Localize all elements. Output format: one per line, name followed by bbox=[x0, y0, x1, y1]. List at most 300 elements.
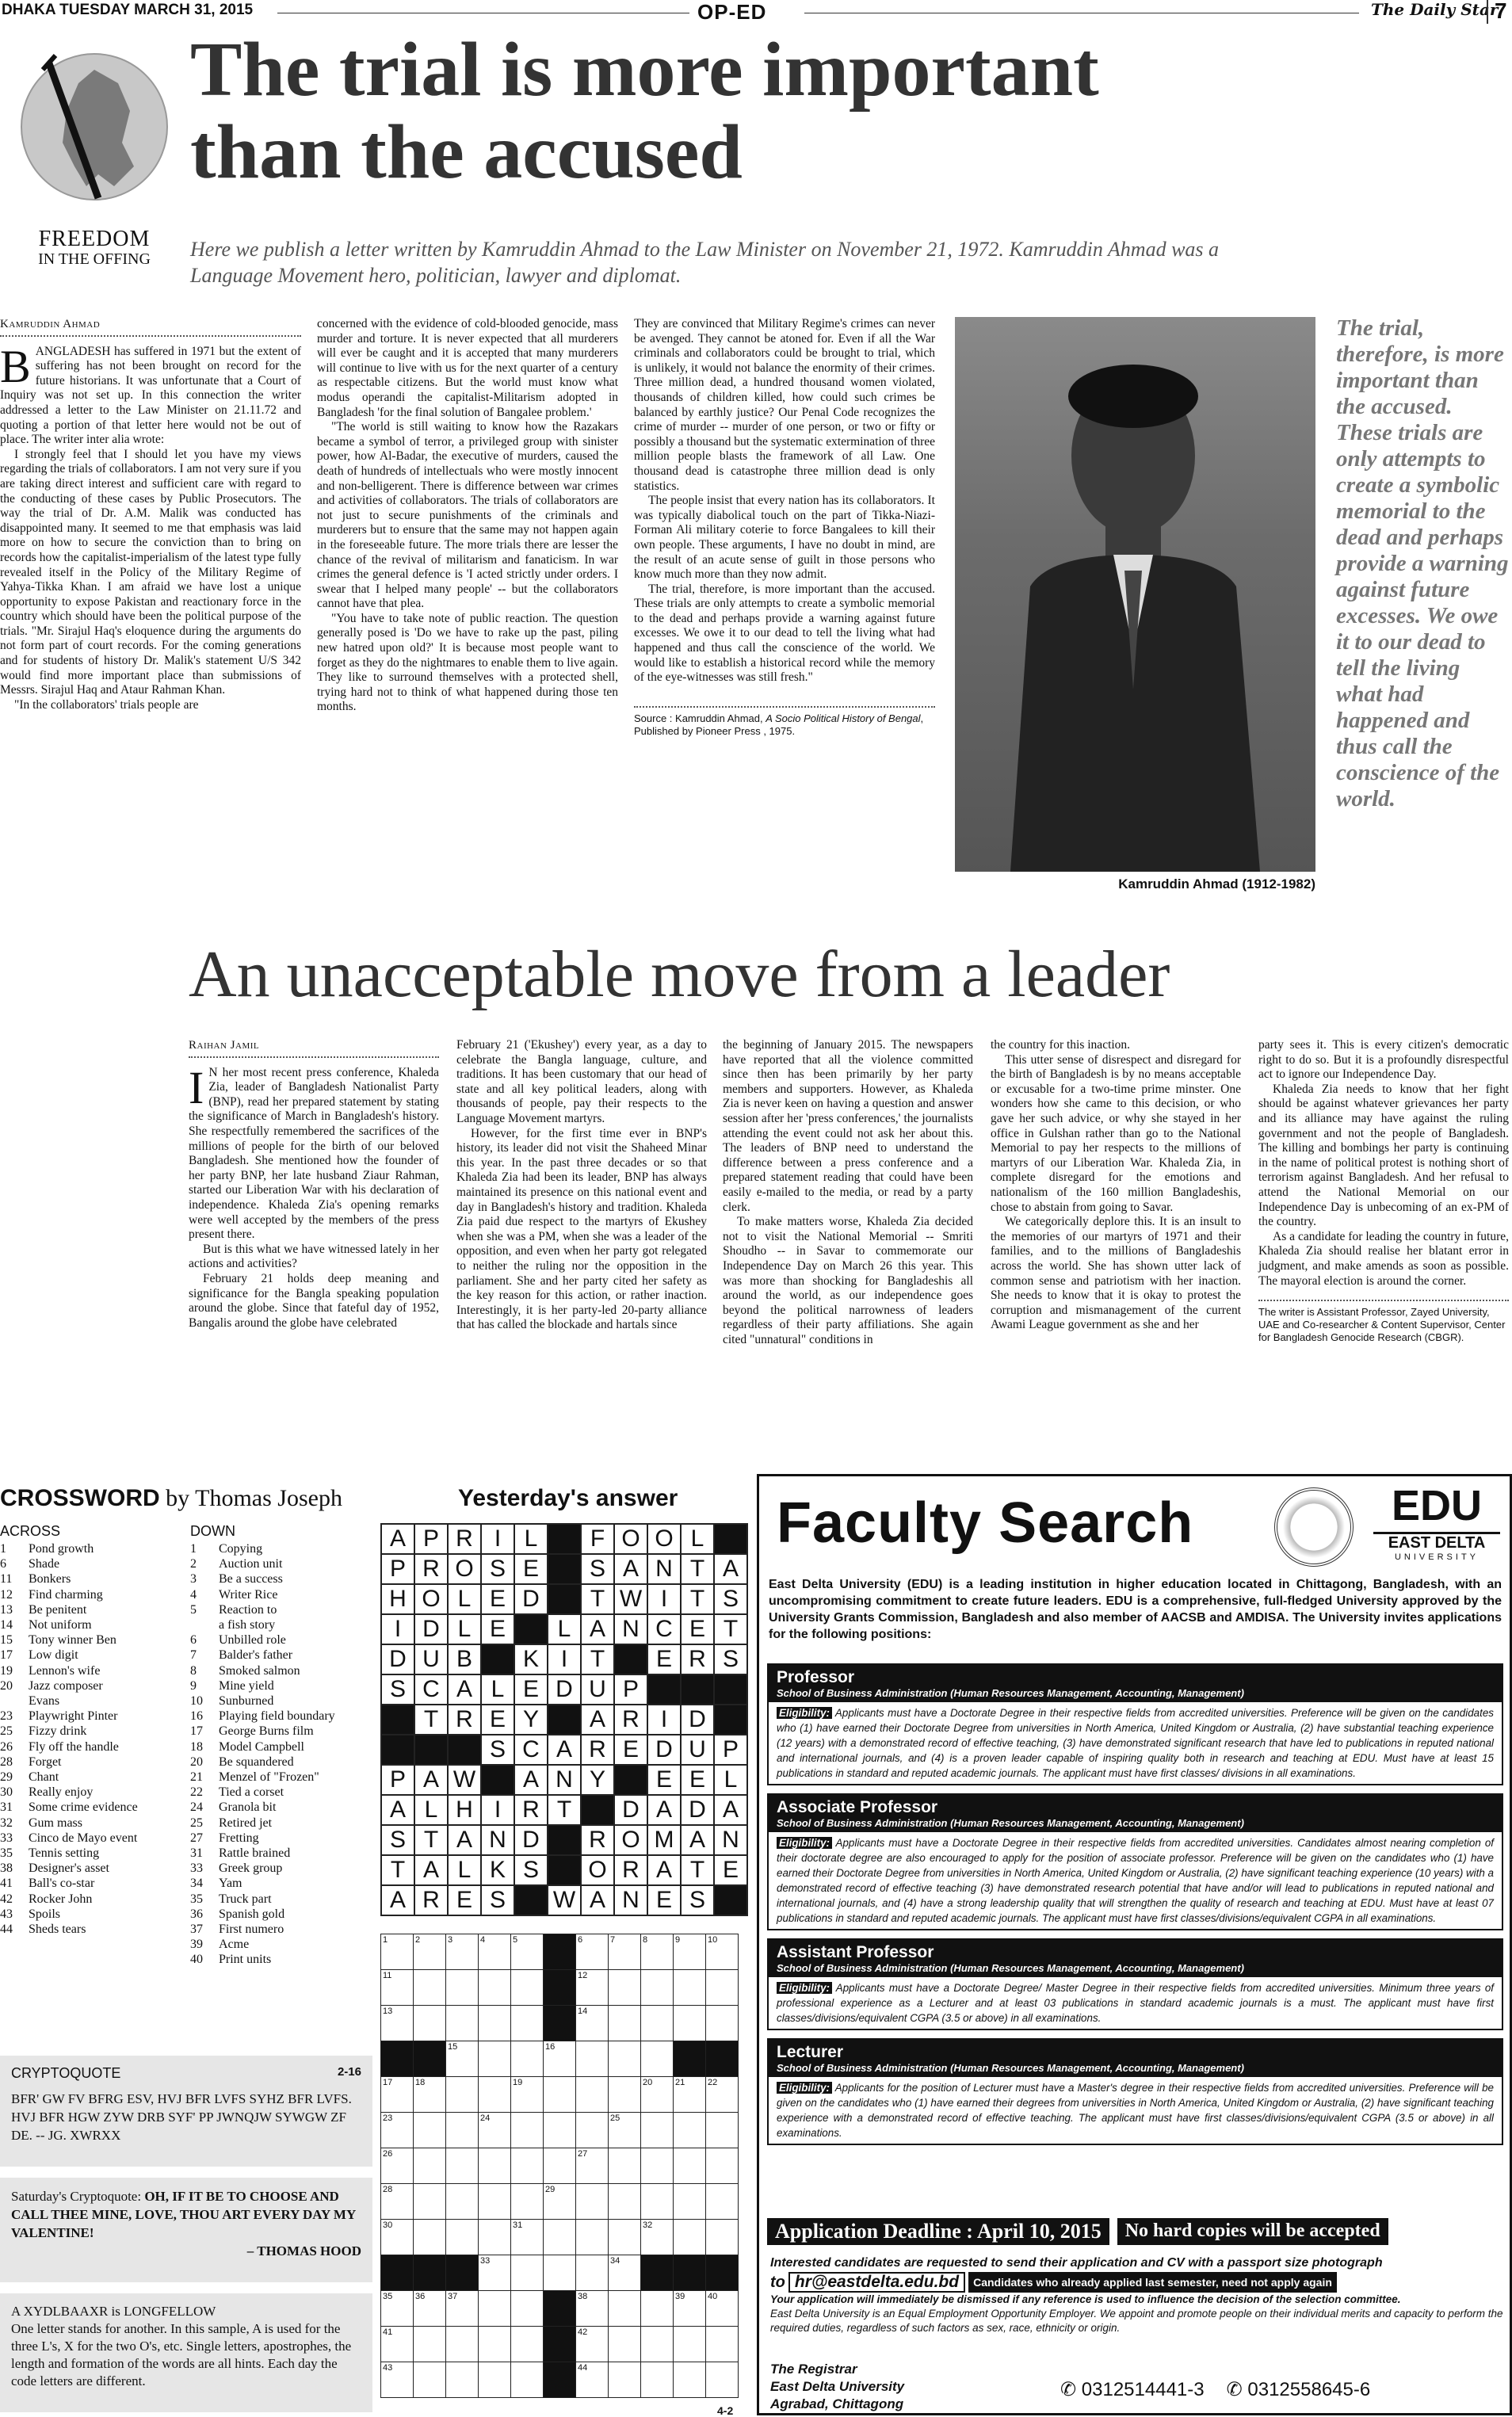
crossword-cell[interactable]: 26 bbox=[381, 2148, 414, 2184]
crossword-cell[interactable] bbox=[576, 2113, 609, 2148]
article2-paragraph: February 21 ('Ekushey') every year, as a day to celebrate the Bangla language, culture, and traditions. It has been customary that our head of state and all key political leaders, along with thousands of people, pay their respects to the Language Movement martyrs. bbox=[456, 1038, 707, 1125]
crossword-cell[interactable] bbox=[544, 2077, 576, 2113]
crossword-cell[interactable] bbox=[641, 2327, 674, 2362]
clue-number: 33 bbox=[190, 1861, 203, 1876]
email-link[interactable]: hr@eastdelta.edu.bd bbox=[788, 2272, 965, 2293]
answer-cell: D bbox=[681, 1705, 714, 1735]
cryptoquote-header bbox=[11, 2065, 361, 2082]
clue-number: 13 bbox=[0, 1602, 13, 1617]
saturday-cryptoquote bbox=[0, 2178, 372, 2282]
crossword-cell[interactable]: 33 bbox=[479, 2255, 511, 2291]
article2-paragraph: To make matters worse, Khaleda Zia decided not to visit the National Memorial -- Smriti Shoudho -- in Savar to commemorate our Independence Day on March 26 this year. This was more than shocking for Bangladeshis all around the world, as our independence goes beyond the political narrowness of leaders regardless of their party affiliations. She again cited "unnatural" conditions in bbox=[723, 1215, 973, 1346]
person-silhouette-icon bbox=[955, 317, 1315, 872]
clue-item bbox=[190, 1663, 376, 1678]
answer-cell: D bbox=[514, 1825, 548, 1855]
crossword-cell[interactable] bbox=[576, 2255, 609, 2291]
crossword-cell[interactable] bbox=[641, 2148, 674, 2184]
answer-cell: O bbox=[414, 1584, 448, 1614]
crossword-cell[interactable] bbox=[609, 2184, 641, 2220]
article2-dropcap: I bbox=[189, 1061, 204, 1113]
answer-cell: Y bbox=[581, 1765, 614, 1795]
crossword-cell[interactable] bbox=[706, 2113, 739, 2148]
eligibility-label: Eligibility: bbox=[777, 2082, 832, 2094]
answer-cell bbox=[614, 1644, 647, 1674]
article2-paragraph: This utter sense of disrespect and disregard for the birth of Bangladesh is by no means acceptable or excusable for a two-time prime minster. One wonders how she came to this decision, or who gave her such advice, or why she stayed in her office in Gulshan rather than go to the National Memorial to pay her respects to the millions of martyrs of our Liberation War. Khaleda Zia, in complete disregard for the emotions and nationalism of the 160 million Bangladeshis, chose to abstain from going to Savar. bbox=[991, 1052, 1241, 1214]
clue-number: 16 bbox=[190, 1709, 203, 1724]
eligibility-label: Eligibility: bbox=[777, 1707, 832, 1719]
crossword-cell[interactable]: 23 bbox=[381, 2113, 414, 2148]
crossword-cell[interactable] bbox=[609, 2148, 641, 2184]
clue-item bbox=[190, 1617, 376, 1632]
clue-item bbox=[190, 1861, 376, 1876]
crossword-cell[interactable] bbox=[706, 2362, 739, 2398]
crossword-cell[interactable]: 10 bbox=[706, 1934, 739, 1970]
crossword-cell[interactable] bbox=[609, 2362, 641, 2398]
clue-text: First numero bbox=[219, 1923, 284, 1937]
grid-row bbox=[381, 1614, 747, 1644]
clue-item bbox=[0, 1571, 186, 1587]
crossword-cell[interactable] bbox=[414, 2362, 446, 2398]
crossword-cell[interactable] bbox=[414, 2148, 446, 2184]
crossword-cell[interactable] bbox=[479, 2362, 511, 2398]
crossword-cell[interactable]: 39 bbox=[674, 2291, 706, 2327]
grid-code: 4-2 bbox=[717, 2404, 734, 2417]
clue-item bbox=[190, 1907, 376, 1922]
crossword-cell[interactable]: 11 bbox=[381, 1970, 414, 2006]
crossword-cell[interactable] bbox=[609, 2327, 641, 2362]
crossword-cell[interactable] bbox=[414, 2113, 446, 2148]
answer-cell: D bbox=[681, 1795, 714, 1825]
position-school: School of Business Administration (Human Resources Management, Accounting, Management) bbox=[777, 1817, 1244, 1829]
crossword-cell bbox=[544, 1934, 576, 1970]
crossword-cell[interactable]: 43 bbox=[381, 2362, 414, 2398]
crossword-cell[interactable] bbox=[479, 2077, 511, 2113]
crossword-cell[interactable]: 37 bbox=[446, 2291, 479, 2327]
crossword-cell[interactable] bbox=[609, 2077, 641, 2113]
crossword-cell[interactable]: 24 bbox=[479, 2113, 511, 2148]
crossword-cell bbox=[381, 2041, 414, 2077]
article1-byline: Kamruddin Ahmad bbox=[0, 317, 301, 337]
answer-cell bbox=[548, 1705, 581, 1735]
clue-number: 1 bbox=[0, 1542, 6, 1556]
crossword-cell[interactable] bbox=[674, 2184, 706, 2220]
crossword-cell[interactable] bbox=[706, 2006, 739, 2041]
crossword-cell[interactable] bbox=[576, 2041, 609, 2077]
crossword-cell[interactable]: 30 bbox=[381, 2220, 414, 2255]
clue-item bbox=[190, 1571, 376, 1587]
crossword-cell[interactable] bbox=[511, 2006, 544, 2041]
phone-row bbox=[1060, 2378, 1370, 2401]
crossword-cell[interactable]: 3 bbox=[446, 1934, 479, 1970]
crossword-cell[interactable]: 17 bbox=[381, 2077, 414, 2113]
position-title: Assistant Professor bbox=[777, 1943, 934, 1961]
crossword-cell[interactable]: 5 bbox=[511, 1934, 544, 1970]
crossword-cell[interactable] bbox=[479, 1970, 511, 2006]
crossword-cell[interactable]: 22 bbox=[706, 2077, 739, 2113]
crossword-cell[interactable] bbox=[511, 2327, 544, 2362]
answer-grid bbox=[380, 1523, 748, 1916]
clue-text: Tony winner Ben bbox=[29, 1633, 116, 1648]
crossword-cell[interactable]: 29 bbox=[544, 2184, 576, 2220]
answer-cell: S bbox=[714, 1584, 747, 1614]
clue-item bbox=[190, 1739, 376, 1755]
clue-item bbox=[190, 1648, 376, 1663]
phone-2[interactable] bbox=[1227, 2378, 1371, 2401]
answer-cell: O bbox=[614, 1524, 647, 1554]
clue-text: Sunburned bbox=[219, 1694, 274, 1709]
answer-cell: A bbox=[614, 1554, 647, 1584]
clue-text: Acme bbox=[219, 1938, 250, 1952]
crossword-cell[interactable] bbox=[479, 2327, 511, 2362]
crossword-cell bbox=[544, 1970, 576, 2006]
crossword-cell[interactable]: 18 bbox=[414, 2077, 446, 2113]
crossword-cell[interactable] bbox=[511, 2184, 544, 2220]
crossword-cell[interactable]: 21 bbox=[674, 2077, 706, 2113]
answer-cell: L bbox=[448, 1584, 481, 1614]
answer-cell bbox=[514, 1614, 548, 1644]
crossword-cell bbox=[674, 2255, 706, 2291]
answer-cell: E bbox=[681, 1765, 714, 1795]
crossword-cell[interactable] bbox=[576, 2184, 609, 2220]
clue-text: Be penitent bbox=[29, 1602, 87, 1617]
crossword-cell[interactable]: 32 bbox=[641, 2220, 674, 2255]
article1-paragraph: They are convinced that Military Regime's crimes can never be avenged. They cannot be atoned for. Even if all the War criminals and collaborators could be brought to trial, which is unlikely, it would not balance the enormity of their crimes. Three million dead, a hundred thousand women violated, thousands of children killed, how could such crimes be balanced by earthly justice? Our Penal Code recognizes the crime of murder -- murder of one person, or two or fifty or possibly a thousand but the systematic extermination of three million people blasts the framework of all Law. One thousand dead is catastrophe three million dead is only statistics. bbox=[634, 317, 935, 493]
crossword-cell[interactable] bbox=[576, 2220, 609, 2255]
source-suffix: , Published by Pioneer Press , 1975. bbox=[634, 712, 924, 737]
crossword-cell[interactable] bbox=[414, 1970, 446, 2006]
crossword-cell[interactable] bbox=[446, 2113, 479, 2148]
answer-cell: P bbox=[381, 1765, 414, 1795]
answer-cell: L bbox=[414, 1795, 448, 1825]
answer-cell: R bbox=[448, 1524, 481, 1554]
answer-cell: W bbox=[548, 1885, 581, 1915]
clue-item bbox=[0, 1831, 186, 1846]
answer-cell: A bbox=[647, 1855, 681, 1885]
logo-edu: EDU bbox=[1391, 1482, 1482, 1529]
crossword-cell[interactable]: 25 bbox=[609, 2113, 641, 2148]
answer-cell: Y bbox=[514, 1705, 548, 1735]
clue-number: 6 bbox=[0, 1557, 6, 1571]
crossword-cell[interactable] bbox=[479, 2148, 511, 2184]
crossword-cell[interactable] bbox=[544, 2255, 576, 2291]
article2-paragraph: However, for the first time ever in BNP's history, its leader did not visit the Shaheed Minar this year. In the past three decades or so that Khaleda Zia had been its leader, BNP has always maintained its presence on this national event and day in Bangladesh's history and tradition. Khaleda Zia paid due respect to the martyrs of Ekushey when she was a PM, when she was a leader of the opposition, and even when her party got relegated to neither the ruling nor the opposition in the parliament. She and her party cited her safety as the key reason for this action, or rather inaction. Interestingly, it is her party-led 20-party alliance that has called the blockade and hartals since bbox=[456, 1126, 707, 1332]
crossword-cell[interactable]: 42 bbox=[576, 2327, 609, 2362]
crossword-cell[interactable]: 6 bbox=[576, 1934, 609, 1970]
crossword-cell[interactable]: 2 bbox=[414, 1934, 446, 1970]
crossword-cell[interactable] bbox=[609, 2291, 641, 2327]
clue-text: Rattle brained bbox=[219, 1846, 291, 1861]
crossword-cell[interactable] bbox=[706, 1970, 739, 2006]
clue-item bbox=[0, 1892, 186, 1907]
crossword-cell[interactable] bbox=[446, 2184, 479, 2220]
crossword-cell[interactable]: 14 bbox=[576, 2006, 609, 2041]
article1-column-1 bbox=[0, 317, 301, 712]
crossword-cell[interactable] bbox=[414, 2006, 446, 2041]
crossword-cell[interactable]: 41 bbox=[381, 2327, 414, 2362]
clue-number: 43 bbox=[0, 1907, 13, 1921]
article1-column-2 bbox=[317, 317, 618, 715]
clue-text: Gum mass bbox=[29, 1816, 82, 1830]
clue-text: a fish story bbox=[219, 1618, 276, 1632]
crossword-cell[interactable] bbox=[706, 2220, 739, 2255]
contact-block bbox=[770, 2361, 904, 2413]
position-school: School of Business Administration (Human Resources Management, Accounting, Management) bbox=[777, 2062, 1244, 2074]
grid-row bbox=[381, 1970, 739, 2006]
crossword-cell[interactable]: 36 bbox=[414, 2291, 446, 2327]
article2-paragraph: February 21 holds deep meaning and significance for the Bangla speaking population around the globe. Since that fateful day of 1952, Bangalis around the globe have celebrated bbox=[189, 1271, 439, 1330]
clue-item bbox=[190, 1922, 376, 1937]
crossword-cell[interactable] bbox=[641, 2006, 674, 2041]
clue-item bbox=[0, 1770, 186, 1785]
clue-item bbox=[0, 1541, 186, 1556]
logo-line-1: FREEDOM bbox=[38, 227, 151, 251]
crossword-cell[interactable] bbox=[446, 2220, 479, 2255]
crossword-cell[interactable]: 19 bbox=[511, 2077, 544, 2113]
crossword-cell[interactable] bbox=[479, 2184, 511, 2220]
crossword-cell[interactable]: 31 bbox=[511, 2220, 544, 2255]
crossword-grid bbox=[380, 1934, 739, 2398]
page-header bbox=[0, 0, 1512, 27]
crossword-cell[interactable] bbox=[446, 2077, 479, 2113]
crossword-cell[interactable] bbox=[544, 2220, 576, 2255]
crossword-cell[interactable] bbox=[446, 2148, 479, 2184]
phone-icon: ✆ bbox=[1060, 2379, 1082, 2400]
crossword-cell[interactable]: 16 bbox=[544, 2041, 576, 2077]
crossword-cell[interactable] bbox=[511, 2041, 544, 2077]
crossword-cell[interactable] bbox=[414, 2327, 446, 2362]
already-applied: Candidates who already applied last semester, need not apply again bbox=[968, 2272, 1337, 2293]
crossword-cell[interactable] bbox=[609, 2041, 641, 2077]
answer-cell bbox=[381, 1735, 414, 1765]
crossword-cell[interactable] bbox=[479, 2220, 511, 2255]
phone-1[interactable] bbox=[1060, 2378, 1205, 2401]
contact-line: Agrabad, Chittagong bbox=[770, 2396, 904, 2411]
crossword-cell[interactable] bbox=[674, 2113, 706, 2148]
crossword-cell[interactable] bbox=[414, 2220, 446, 2255]
answer-cell: A bbox=[381, 1885, 414, 1915]
article2-paragraph: As a candidate for leading the country in future, Khaleda Zia should realise her blatant error in judgment, and make amends as soon as possible. The mayoral election is around the corner. bbox=[1258, 1229, 1509, 1288]
crossword-cell[interactable]: 40 bbox=[706, 2291, 739, 2327]
crossword-cell[interactable] bbox=[609, 1970, 641, 2006]
clue-text: Tennis setting bbox=[29, 1846, 100, 1861]
answer-cell: R bbox=[581, 1825, 614, 1855]
crossword-cell[interactable]: 44 bbox=[576, 2362, 609, 2398]
crossword-cell[interactable] bbox=[511, 2291, 544, 2327]
crossword-cell bbox=[544, 2006, 576, 2041]
apply-to: to bbox=[770, 2274, 785, 2291]
answer-cell bbox=[548, 1554, 581, 1584]
article2-paragraph: party sees it. This is every citizen's democratic right to do so. But it is a profoundly disrespectful act to ignore our Independence Day. bbox=[1258, 1038, 1509, 1082]
grid-row bbox=[381, 2184, 739, 2220]
clue-text: Be squandered bbox=[219, 1755, 294, 1769]
answer-cell: W bbox=[448, 1765, 481, 1795]
crossword-cell[interactable] bbox=[479, 2006, 511, 2041]
clue-item bbox=[190, 1770, 376, 1785]
clue-item bbox=[190, 1602, 376, 1617]
crossword-cell[interactable] bbox=[706, 2148, 739, 2184]
clue-number: 40 bbox=[190, 1953, 203, 1967]
crossword-cell[interactable] bbox=[544, 2148, 576, 2184]
answer-cell: A bbox=[381, 1524, 414, 1554]
crossword-cell[interactable] bbox=[641, 2184, 674, 2220]
crossword-cell[interactable] bbox=[706, 2184, 739, 2220]
crossword-cell[interactable] bbox=[511, 1970, 544, 2006]
dismiss-note: Your application will immediately be dismissed if any reference is used to influence the decision of the selection committee. bbox=[770, 2293, 1401, 2305]
clue-item bbox=[190, 1816, 376, 1831]
answer-cell: A bbox=[647, 1795, 681, 1825]
clue-text: Evans bbox=[29, 1694, 60, 1709]
clue-number: 2 bbox=[190, 1557, 197, 1571]
crossword-cell[interactable] bbox=[641, 2362, 674, 2398]
clue-item bbox=[0, 1587, 186, 1602]
crossword-cell[interactable] bbox=[414, 2184, 446, 2220]
phone-1-number: 0312514441-3 bbox=[1081, 2379, 1205, 2400]
crossword-cell[interactable]: 20 bbox=[641, 2077, 674, 2113]
position-block bbox=[767, 1938, 1503, 2030]
crossword-cell[interactable] bbox=[544, 2113, 576, 2148]
answer-cell: S bbox=[481, 1735, 514, 1765]
answer-cell bbox=[448, 1735, 481, 1765]
grid-row bbox=[381, 2077, 739, 2113]
deadline-row bbox=[767, 2218, 1503, 2245]
apply-text: Interested candidates are requested to send their application and CV with a passport size photograph bbox=[770, 2256, 1383, 2270]
grid-row bbox=[381, 2255, 739, 2291]
crossword-cell[interactable] bbox=[446, 1970, 479, 2006]
clue-number: 39 bbox=[190, 1938, 203, 1952]
crossword-cell[interactable] bbox=[609, 2006, 641, 2041]
answer-cell: R bbox=[614, 1855, 647, 1885]
grid-row bbox=[381, 1795, 747, 1825]
crossword-cell[interactable]: 8 bbox=[641, 1934, 674, 1970]
clue-number: 14 bbox=[0, 1618, 13, 1632]
crossword-cell[interactable]: 7 bbox=[609, 1934, 641, 1970]
article2-paragraph: We categorically deplore this. It is an insult to the memories of our martyrs of 1971 and their families, and to the millions of Bangladeshis across the world. She has shown utter lack of common sense and patriotism with her inaction. She needs to know that it is okay to protest the corruption and mismanagement of the current Awami League government as she and her bbox=[991, 1215, 1241, 1332]
clue-number: 37 bbox=[190, 1923, 203, 1937]
cryptoquote-code: 2-16 bbox=[337, 2065, 361, 2079]
crossword-cell[interactable] bbox=[446, 2006, 479, 2041]
answer-cell: A bbox=[681, 1825, 714, 1855]
crossword-cell[interactable] bbox=[576, 2077, 609, 2113]
crossword-cell[interactable] bbox=[674, 2362, 706, 2398]
clue-number: 17 bbox=[190, 1724, 203, 1739]
answer-cell: R bbox=[414, 1885, 448, 1915]
position-eligibility bbox=[769, 1702, 1502, 1784]
grid-row bbox=[381, 1855, 747, 1885]
crossword-cell[interactable] bbox=[446, 2327, 479, 2362]
grid-row bbox=[381, 1674, 747, 1705]
grid-row bbox=[381, 1765, 747, 1795]
crossword-cell[interactable]: 38 bbox=[576, 2291, 609, 2327]
article1-paragraph: I strongly feel that I should let you have my views regarding the trials of collaborators. I am not very sure if you are taking direct interest and sufficient care with regard to the conducting of these cases by Public Prosecutors. The way the trial of Dr. A.M. Malik was conducted has disappointed many. It seemed to me that emphasis was laid more on how to secure the conviction than to bring on records how the capitalist-imperialism of the latest type fully revealed itself in the Policy of the Military Regime of Yahya-Tikka Khan. I am afraid we have lost a unique opportunity to expose Pakistan and reactionary force in the country which should have been the political purpose of the trials. "Mr. Sirajul Haq's eloquence during the arguments do not form part of court records. For the coming generations and for students of history Dr. Malik's statement U/S 342 would find more important place than submissions of Messrs. Sirajul Haq and Ataur Rahman Khan. bbox=[0, 447, 301, 697]
clue-text: Tied a corset bbox=[219, 1785, 284, 1800]
crossword-cell[interactable] bbox=[511, 2255, 544, 2291]
article1-paragraph: The trial, therefore, is more important than the accused. These trials are only attempts to create a symbolic memorial to the dead and perhaps provide a warning against future excesses. We owe it to our dead to tell the living what had happened and thus call the conscience of the world. We would like to establish a historical record while the memory of the eye-witnesses was still fresh." bbox=[634, 582, 935, 685]
crossword-cell[interactable] bbox=[446, 2362, 479, 2398]
crossword-cell[interactable] bbox=[674, 2220, 706, 2255]
dateline: DHAKA TUESDAY MARCH 31, 2015 bbox=[2, 2, 254, 18]
crossword-cell[interactable] bbox=[674, 1970, 706, 2006]
crossword-cell[interactable]: 35 bbox=[381, 2291, 414, 2327]
clue-text: Granola bit bbox=[219, 1800, 277, 1815]
answer-cell: E bbox=[714, 1855, 747, 1885]
clue-text: Bonkers bbox=[29, 1572, 71, 1587]
clue-text: Greek group bbox=[219, 1861, 283, 1876]
crossword-cell[interactable] bbox=[609, 2220, 641, 2255]
clue-item bbox=[190, 1876, 376, 1891]
crossword-cell[interactable] bbox=[641, 1970, 674, 2006]
clue-number: 29 bbox=[0, 1770, 13, 1785]
crossword-cell[interactable]: 1 bbox=[381, 1934, 414, 1970]
crossword-cell[interactable] bbox=[641, 2041, 674, 2077]
crossword-cell[interactable]: 9 bbox=[674, 1934, 706, 1970]
grid-row bbox=[381, 1524, 747, 1554]
university-seal-icon bbox=[1274, 1487, 1354, 1567]
eligibility-text: Applicants must have a Doctorate Degree in their respective fields from accredited universities. Candidates almost nearing completion of their doctorate degree are also encouraged to apply for the position of associate professor. Preference will be given on the candidates who (1) have earned their Doctorate Degree from universities in North America, United Kingdom or Australia, (2) have significant teaching experience (10 years) with a demonstrated record of effective teaching (3) have demonstrated research potential that have and/or will lead to publications in reputed national and international journals, and (4) have a strong leadership quality that will strengthen the quality of research and teaching at EDU. Must have at least 07 publications in standard and reputed academic journals. The applicant must have first classes/divisions/equivalent CGPA in all examinations. bbox=[777, 1837, 1494, 1924]
clue-text: Chant bbox=[29, 1770, 59, 1785]
article1-paragraph: concerned with the evidence of cold-blooded genocide, mass murder and torture. It is never expected that all murderers will ever be caught and it is accepted that many murderers will continue to live with us for the next quarter of a century as respectable citizens. But the world must know what modus operandi the capitalist-Militarism adopted in Bangladesh 'for the final solution of Bangalee problem.' bbox=[317, 317, 618, 419]
article2-paragraph: But is this what we have witnessed lately in her actions and activities? bbox=[189, 1242, 439, 1271]
clue-item bbox=[0, 1846, 186, 1861]
crossword-cell[interactable] bbox=[511, 2362, 544, 2398]
crossword-cell[interactable] bbox=[511, 2113, 544, 2148]
crossword-cell[interactable]: 27 bbox=[576, 2148, 609, 2184]
saturday-answer: OH, IF IT BE TO CHOOSE AND CALL THEE MINE, LOVE, THOU ART EVERY DAY MY VALENTINE! bbox=[11, 2189, 356, 2240]
answer-cell: R bbox=[681, 1644, 714, 1674]
article2-paragraph: the country for this inaction. bbox=[991, 1038, 1131, 1052]
clue-item bbox=[190, 1755, 376, 1770]
answer-cell bbox=[714, 1705, 747, 1735]
answer-cell: I bbox=[481, 1524, 514, 1554]
crossword-cell[interactable] bbox=[479, 2041, 511, 2077]
cryptoquote-puzzle: BFR' GW FV BFRG ESV, HVJ BFR LVFS SYHZ BFR LVFS. HVJ BFR HGW ZYW DRB SYF' PP JWNQJW SYWGW ZF DE. -- JG. XWRXX bbox=[11, 2091, 352, 2143]
crossword-cell[interactable] bbox=[674, 2327, 706, 2362]
clue-number: 41 bbox=[0, 1877, 13, 1891]
clue-number: 24 bbox=[190, 1800, 203, 1815]
article1-headline-2: than the accused bbox=[190, 109, 743, 195]
crossword-title-bold: CROSSWORD bbox=[0, 1485, 160, 1511]
answer-cell: A bbox=[714, 1795, 747, 1825]
crossword-cell[interactable] bbox=[511, 2148, 544, 2184]
howto-title: A XYDLBAAXR is LONGFELLOW bbox=[11, 2304, 216, 2319]
masthead-logo: The Daily Star bbox=[1371, 0, 1499, 19]
answer-cell: R bbox=[448, 1705, 481, 1735]
answer-cell bbox=[481, 1644, 514, 1674]
crossword-cell[interactable] bbox=[641, 2113, 674, 2148]
crossword-cell[interactable] bbox=[479, 2291, 511, 2327]
crossword-cell[interactable] bbox=[641, 2291, 674, 2327]
position-block bbox=[767, 2038, 1503, 2145]
crossword-cell[interactable]: 15 bbox=[446, 2041, 479, 2077]
crossword-cell[interactable] bbox=[706, 2327, 739, 2362]
crossword-cell[interactable]: 4 bbox=[479, 1934, 511, 1970]
answer-cell: A bbox=[581, 1614, 614, 1644]
crossword-cell[interactable]: 12 bbox=[576, 1970, 609, 2006]
cryptoquote-howto bbox=[0, 2293, 372, 2412]
answer-cell bbox=[481, 1765, 514, 1795]
crossword-cell[interactable] bbox=[674, 2006, 706, 2041]
answer-cell: H bbox=[448, 1795, 481, 1825]
crossword-cell[interactable] bbox=[674, 2148, 706, 2184]
howto-text: One letter stands for another. In this sample, A is used for the three L's, X for the two O's, etc. Single letters, apostrophes, the length and formation of the words are all hints. Each day the code letters are different. bbox=[11, 2321, 352, 2388]
crossword-cell[interactable]: 34 bbox=[609, 2255, 641, 2291]
article1-paragraph: "The world is still waiting to know how the Razakars became a symbol of terror, a privileged group with sinister power, how Al-Badar, the executive of murders, caused the death of hundreds of intellectuals who were mostly innocent and non-belligerent. There is difference between war crimes and activities of collaborators. The trials of collaborators are not just to secure punishments of the criminals and murderers but to ensure that the same may not happen again in the foreseeable future. The more trials there are lesser the chance of the revival of militarism and fanaticism. In war crimes the general defence is 'I acted strictly under orders. I swear that I helped many people' -- but the collaborators cannot have that plea. bbox=[317, 420, 618, 611]
crossword-cell[interactable]: 28 bbox=[381, 2184, 414, 2220]
article2-column-4 bbox=[991, 1038, 1241, 1333]
article1-paragraph: ANGLADESH has suffered in 1971 but the extent of suffering has not been brought on record for the future historians. It was unfortunate that a Court of Inquiry was not set up. In this connection the writer addressed a letter to the Law Minister on 21.11.72 and quoting a portion of that letter here would not be out of place. The writer inter alia wrote: bbox=[0, 344, 301, 447]
answer-cell: P bbox=[414, 1524, 448, 1554]
answer-cell: E bbox=[647, 1644, 681, 1674]
crossword-cell[interactable]: 13 bbox=[381, 2006, 414, 2041]
